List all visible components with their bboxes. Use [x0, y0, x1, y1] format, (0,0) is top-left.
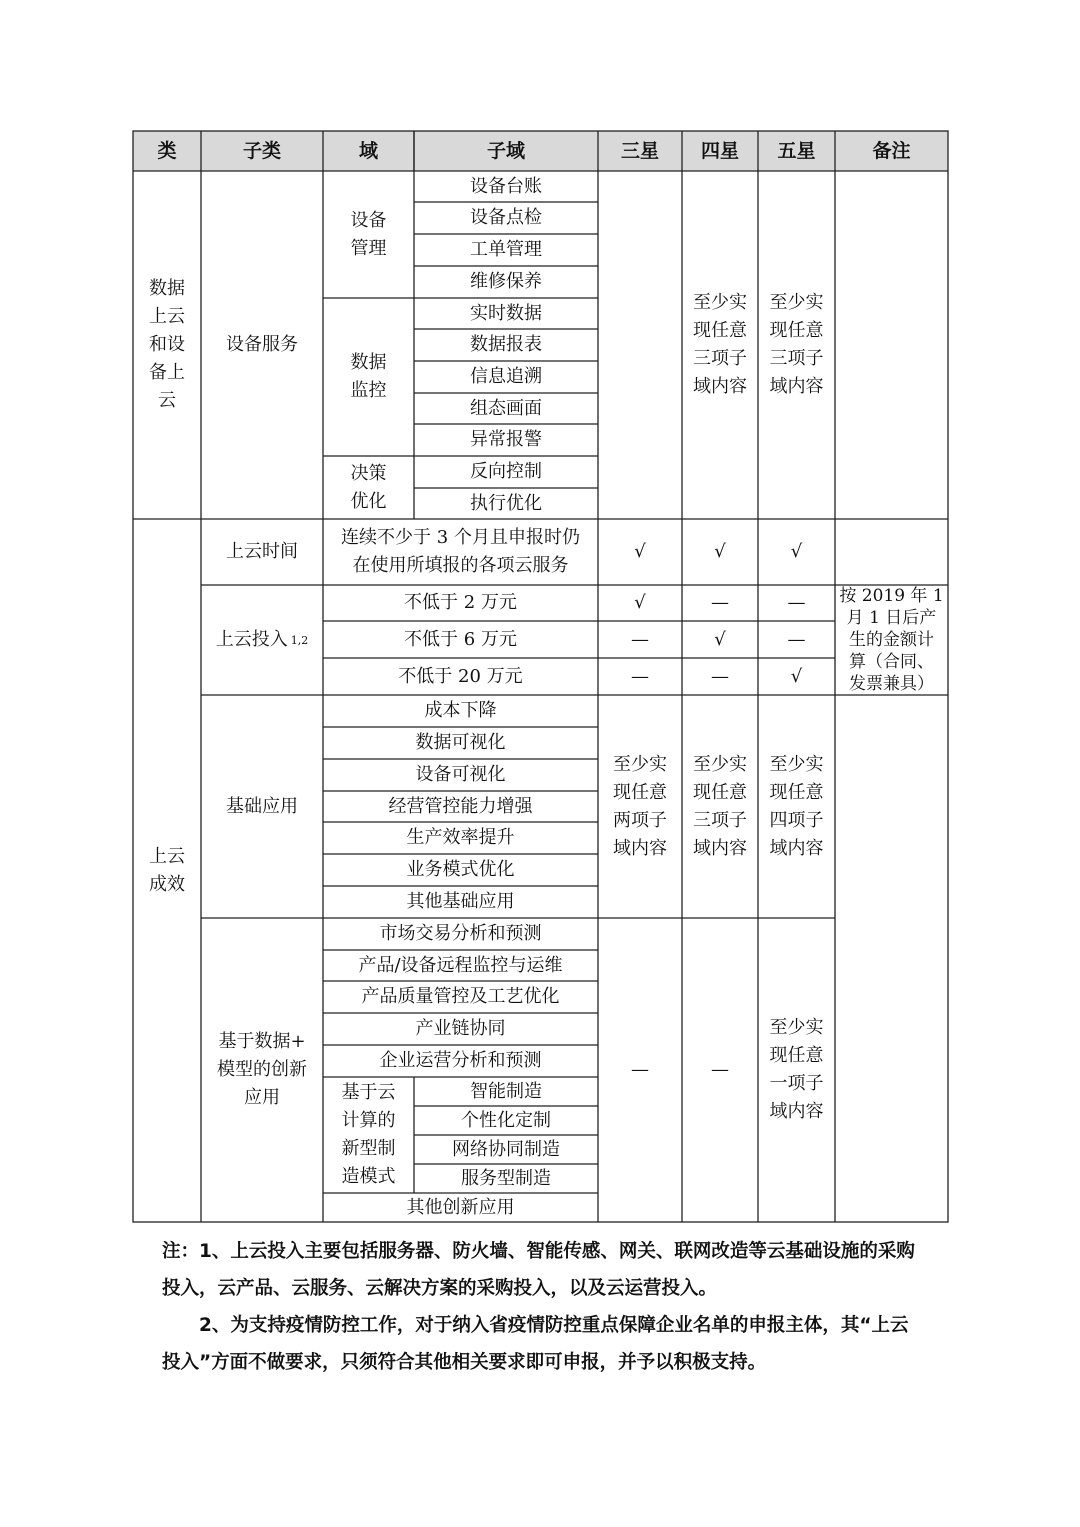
new-mode-item: 智能制造: [470, 1080, 542, 1102]
cloud-time-requirement: 连续不少于 3 个月且申报时仍 在使用所填报的各项云服务: [341, 527, 580, 576]
innovation-subcategory: 基于数据+ 模型的创新 应用: [217, 1031, 307, 1108]
new-mode-item: 网络协同制造: [452, 1138, 560, 1160]
innovation-item: 产业链协同: [415, 1018, 506, 1039]
new-manufacturing-mode: 基于云 计算的 新型制 造模式: [341, 1082, 396, 1187]
subdomain-item: 反向控制: [470, 461, 542, 482]
note-1: 注：1、上云投入主要包括服务器、防火墙、智能传感、网关、联网改造等云基础设施的采购投入，云产品、云服务、云解决方案的采购投入，以及云运营投入。: [162, 1241, 915, 1299]
cloud-time-five-star: √: [790, 541, 803, 562]
innovation-item: 企业运营分析和预测: [379, 1050, 542, 1071]
header-category: 类: [157, 140, 177, 162]
section2-category: 上云 成效: [149, 845, 185, 895]
header-four-star: 四星: [700, 140, 739, 162]
innovation-three-star: —: [631, 1059, 649, 1080]
subdomain-item: 设备台账: [470, 175, 542, 197]
subdomain-item: 组态画面: [470, 397, 542, 419]
basic-four-star: 至少实 现任意 三项子 域内容: [693, 753, 747, 859]
cloud-investment-footnote: 1,2: [290, 633, 309, 647]
basic-application-subcategory: 基础应用: [226, 795, 298, 817]
header-subcategory: 子类: [242, 140, 281, 162]
investment-four-star: —: [711, 665, 729, 687]
basic-item: 经营管控能力增强: [388, 795, 533, 817]
section1-subcategory: 设备服务: [226, 334, 298, 355]
header-domain: 域: [358, 140, 378, 162]
subdomain-item: 执行优化: [470, 492, 542, 514]
basic-item: 业务模式优化: [406, 859, 515, 880]
new-mode-item: 服务型制造: [461, 1167, 551, 1189]
investment-four-star: —: [711, 592, 729, 613]
subdomain-item: 数据报表: [470, 334, 542, 355]
cloud-time-four-star: √: [714, 541, 726, 562]
note-2: 2、为支持疫情防控工作，对于纳入省疫情防控重点保障企业名单的申报主体，其“上云投入”方面不做要求，只须符合其他相关要求即可申报，并予以积极支持。: [162, 1315, 909, 1373]
investment-three-star: √: [634, 592, 646, 613]
basic-item: 成本下降: [424, 700, 497, 721]
subdomain-item: 工单管理: [470, 239, 542, 260]
domain-data-monitoring: 数据 监控: [350, 352, 387, 401]
cloud-investment-subcategory: [201, 585, 323, 695]
investment-requirement: 不低于 6 万元: [404, 628, 517, 650]
innovation-item: 市场交易分析和预测: [379, 923, 542, 944]
header-three-star: 三星: [620, 140, 659, 162]
investment-five-star: —: [787, 592, 806, 613]
innovation-item: 产品/设备远程监控与运维: [358, 954, 563, 976]
basic-three-star: 至少实 现任意 两项子 域内容: [613, 753, 667, 859]
notes: [162, 1233, 922, 1381]
basic-five-star: 至少实 现任意 四项子 域内容: [769, 753, 824, 859]
new-mode-item: 个性化定制: [461, 1109, 551, 1131]
investment-remark: 按 2019 年 1 月 1 日后产 生的金额计 算（合同、 发票兼具）: [839, 586, 944, 694]
investment-requirement: 不低于 20 万元: [398, 665, 523, 687]
basic-item: 数据可视化: [415, 732, 506, 753]
section1-four-star: 至少实 现任意 三项子 域内容: [693, 292, 747, 397]
innovation-other: 其他创新应用: [406, 1196, 515, 1218]
investment-three-star: —: [631, 665, 649, 687]
investment-requirement: 不低于 2 万元: [404, 592, 517, 613]
basic-item: 生产效率提升: [406, 827, 515, 848]
subdomain-item: 实时数据: [470, 302, 542, 324]
subdomain-item: 维修保养: [470, 271, 542, 292]
section1-five-star: 至少实 现任意 三项子 域内容: [769, 292, 824, 397]
basic-item: 其他基础应用: [406, 891, 515, 912]
innovation-item: 产品质量管控及工艺优化: [361, 986, 560, 1007]
innovation-five-star: 至少实 现任意 一项子 域内容: [769, 1017, 824, 1122]
cloud-time-three-star: √: [634, 541, 646, 562]
investment-five-star: √: [790, 665, 803, 687]
subdomain-item: 异常报警: [470, 429, 542, 450]
subdomain-item: 设备点检: [470, 207, 542, 228]
investment-three-star: —: [631, 628, 649, 650]
subdomain-item: 信息追溯: [470, 366, 542, 387]
innovation-four-star: —: [711, 1059, 729, 1080]
domain-decision-optimization: 决策 优化: [350, 462, 387, 512]
basic-item: 设备可视化: [415, 764, 506, 785]
investment-five-star: —: [787, 628, 806, 650]
section1-category: 数据 上云 和设 备上 云: [149, 278, 185, 411]
cloud-investment-label: 上云投入: [215, 629, 288, 650]
header-remark: 备注: [872, 140, 911, 162]
cloud-time-subcategory: 上云时间: [226, 541, 298, 562]
header-subdomain: 子域: [486, 140, 525, 162]
domain-device-management: 设备 管理: [350, 209, 387, 259]
investment-four-star: √: [714, 628, 726, 650]
header-five-star: 五星: [777, 140, 816, 162]
